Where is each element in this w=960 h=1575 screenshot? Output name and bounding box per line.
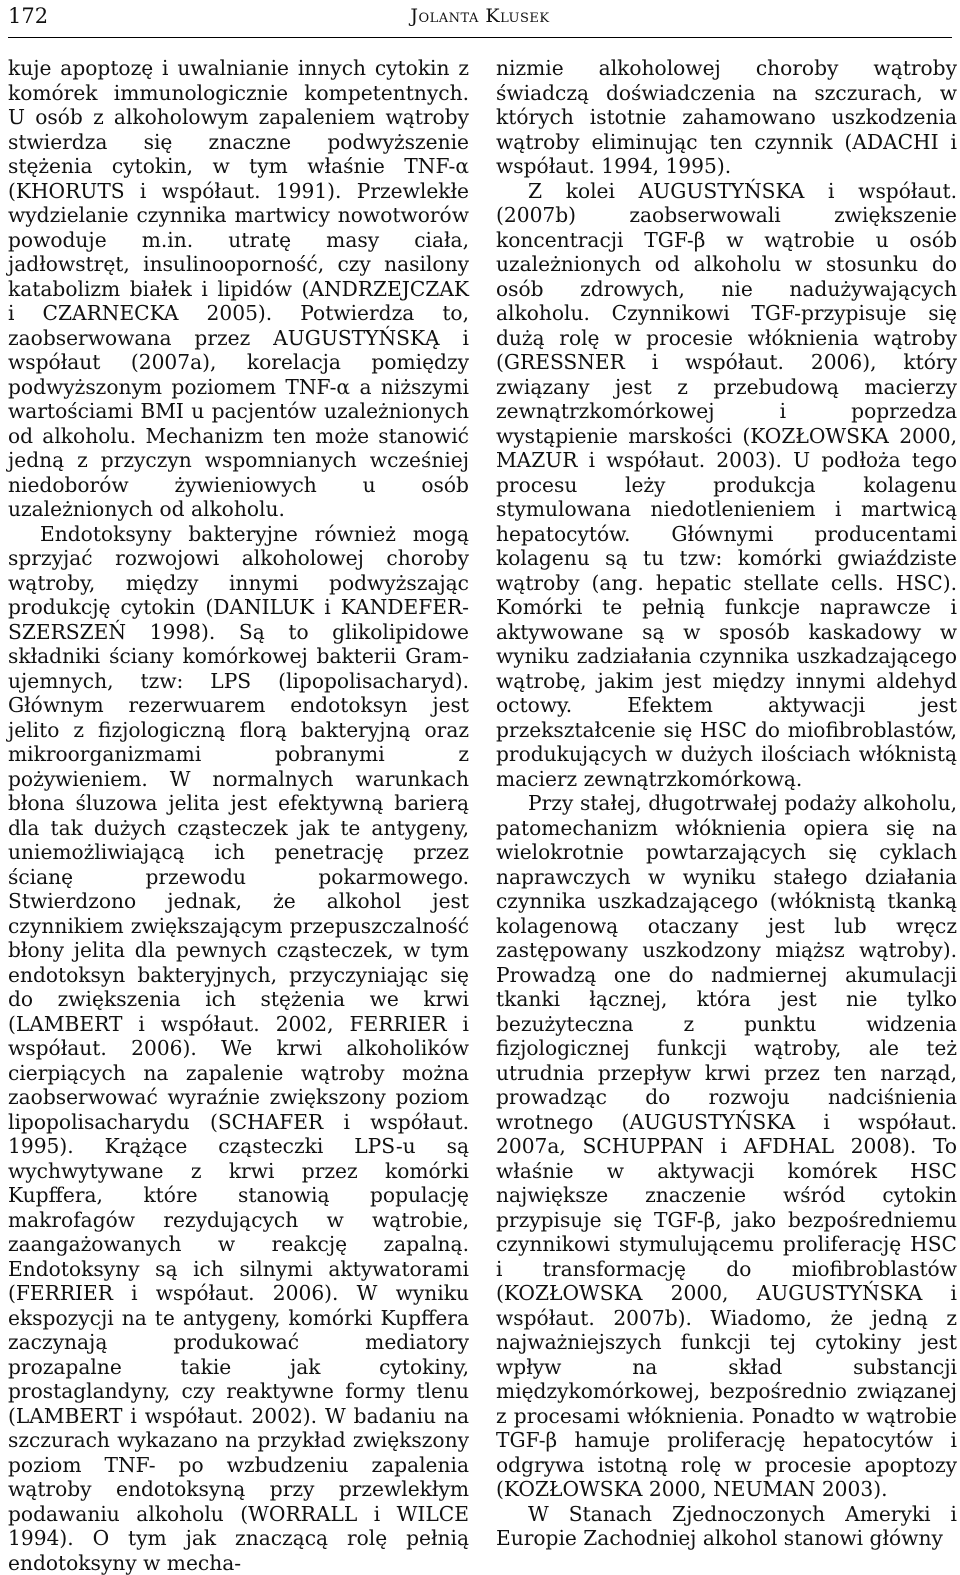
running-head: Jolanta Klusek (8, 5, 952, 27)
left-column (8, 56, 469, 1456)
paragraph: kuje apoptozę i uwalnianie innych cytokin z komórek immunologicznie kompetentnych. U osób z alkoholowym zapaleniem wątroby stwierdza się znaczne podwyższenie stężenia cytokin, w tym właśnie TNF-α (KHORUTS i współaut. 1991). Przewlekłe wydzielanie czynnika martwicy nowotworów powoduje m.in. utratę masy ciała, jadłowstręt, insulinooporność, czy nasilony katabolizm białek i lipidów (ANDRZEJCZAK i CZARNECKA 2005). Potwierdza to, zaobserwowana przez AUGUSTYŃSKĄ i współaut (2007a), korelacja pomiędzy podwyższonym poziomem TNF-α a niższymi wartościami BMI u pacjentów uzależnionych od alkoholu. Mechanizm ten może stanowić jedną z przyczyn wspomnianych wcześniej niedoborów żywieniowych u osób uzależnionych od alkoholu. (8, 56, 469, 522)
page-number: 172 (8, 4, 48, 28)
paragraph: W Stanach Zjednoczonych Ameryki i Europie Zachodniej alkohol stanowi główny (496, 1502, 957, 1551)
paragraph: nizmie alkoholowej choroby wątroby świadczą doświadczenia na szczurach, w których istotnie zahamowano uszkodzenia wątroby eliminując ten czynnik (ADACHI i współaut. 1994, 1995). (496, 56, 957, 179)
paragraph: Przy stałej, długotrwałej podaży alkoholu, patomechanizm włóknienia opiera się na wielokrotnie powtarzających się cyklach naprawczych w wyniku stałego działania czynnika uszkadzającego (włóknistą tkanką kolagenową otaczany jest lub wręcz zastępowany uszkodzony miąższ wątroby). Prowadzą one do nadmiernej akumulacji tkanki łącznej, która jest nie tylko bezużyteczna z punktu widzenia fizjologicznej funkcji wątroby, ale też utrudnia przepływ krwi przez ten narząd, prowadząc do rozwoju nadciśnienia wrotnego (AUGUSTYŃSKA i współaut. 2007a, SCHUPPAN i AFDHAL 2008). To właśnie w aktywacji komórek HSC największe znaczenie wśród cytokin przypisuje się TGF-β, jako bezpośredniemu czynnikowi stymulującemu proliferację HSC i transformację do miofibroblastów (KOZŁOWSKA 2000, AUGUSTYŃSKA i współaut. 2007b). Wiadomo, że jedną z najważniejszych funkcji tej cytokiny jest wpływ na skład substancji międzykomórkowej, bezpośrednio związanej z procesami włóknienia. Ponadto w wątrobie TGF-β hamuje proliferację hepatocytów i odgrywa istotną rolę w procesie apoptozy (KOZŁOWSKA 2000, NEUMAN 2003). (496, 791, 957, 1502)
paragraph: Endotoksyny bakteryjne również mogą sprzyjać rozwojowi alkoholowej choroby wątroby, między innymi podwyższając produkcję cytokin (DANILUK i KANDEFER-SZERSZEŃ 1998). Są to glikolipidowe składniki ściany komórkowej bakterii Gram-ujemnych, tzw: LPS (lipopolisacharyd). Głównym rezerwuarem endotoksyn jest jelito z fizjologiczną florą bakteryjną oraz mikroorganizmami pobranymi z pożywieniem. W normalnych warunkach błona śluzowa jelita jest efektywną barierą dla tak dużych cząsteczek jak te antygeny, uniemożliwiającą ich penetrację przez ścianę przewodu pokarmowego. Stwierdzono jednak, że alkohol jest czynnikiem zwiększającym przepuszczalność błony jelita dla pewnych cząsteczek, w tym endotoksyn bakteryjnych, przyczyniając się do zwiększenia ich stężenia we krwi (LAMBERT i współaut. 2002, FERRIER i współaut. 2006). We krwi alkoholików cierpiących na zapalenie wątroby można zaobserwować wyraźnie zwiększony poziom lipopolisacharydu (SCHAFER i współaut. 1995). Krążące cząsteczki LPS-u są wychwytywane z krwi przez komórki Kupffera, które stanowią populację makrofagów rezydujących w wątrobie, zaangażowanych w reakcję zapalną. Endotoksyny są ich silnymi aktywatorami (FERRIER i współaut. 2006). W wyniku ekspozycji na te antygeny, komórki Kupffera zaczynają produkować mediatory prozapalne takie jak cytokiny, prostaglandyny, czy reaktywne formy tlenu (LAMBERT i współaut. 2002). W badaniu na szczurach wykazano na przykład zwiększony poziom TNF- po wzbudzeniu zapalenia wątroby endotoksyną przy przewlekłym podawaniu alkoholu (WORRALL i WILCE 1994). O tym jak znaczącą rolę pełnią endotoksyny w mecha- (8, 522, 469, 1575)
page-header (8, 4, 952, 34)
paragraph: Z kolei AUGUSTYŃSKA i współaut. (2007b) zaobserwowali zwiększenie koncentracji TGF-β w wątrobie u osób uzależnionych od alkoholu w stosunku do osób zdrowych, nie nadużywających alkoholu. Czynnikowi TGF-przypisuje się dużą rolę w procesie włóknienia wątroby (GRESSNER i współaut. 2006), który związany jest z przebudową macierzy zewnątrzkomórkowej i poprzedza wystąpienie marskości (KOZŁOWSKA 2000, MAZUR i współaut. 2003). U podłoża tego procesu leży produkcja kolagenu stymulowana niedotlenieniem i martwicą hepatocytów. Głównymi producentami kolagenu są tu tzw: komórki gwiaździste wątroby (ang. hepatic stellate cells. HSC). Komórki te pełnią funkcje naprawcze i aktywowane są w sposób kaskadowy w wyniku zadziałania czynnika uszkadzającego wątrobę, jakim jest między innymi aldehyd octowy. Efektem aktywacji jest przekształcenie się HSC do miofibroblastów, produkujących w dużych ilościach włóknistą macierz zewnątrzkomórkową. (496, 179, 957, 792)
header-rule (8, 37, 952, 38)
right-column (496, 56, 957, 1456)
